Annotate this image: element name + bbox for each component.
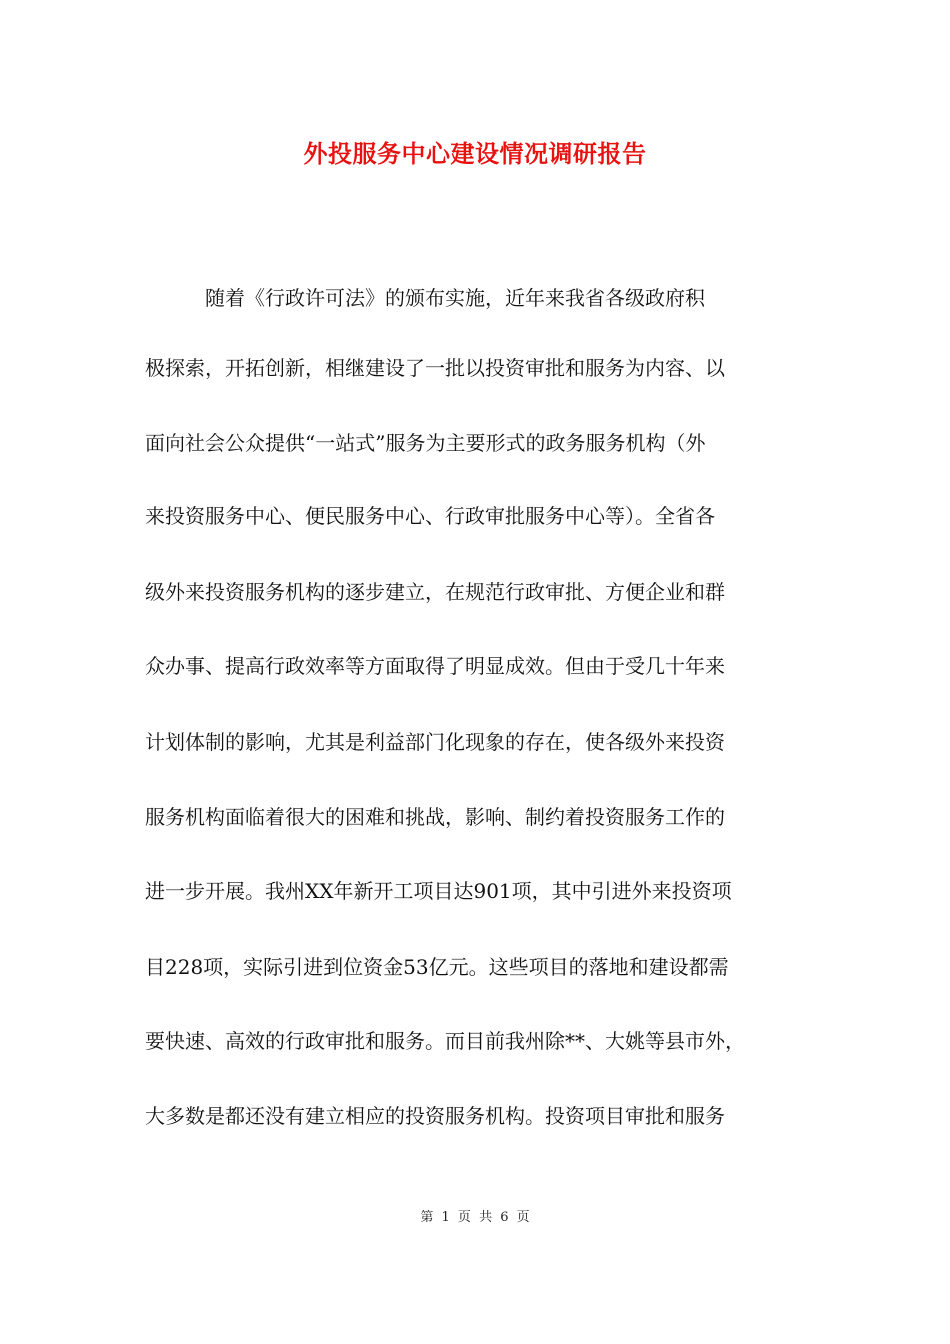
paragraph-line: 目228项，实际引进到位资金53亿元。这些项目的落地和建设都需 [145,955,729,979]
paragraph-line: 来投资服务中心、便民服务中心、行政审批服务中心等）。全省各 [145,504,715,528]
footer-total-word: 共 [479,1210,493,1225]
document-title: 外投服务中心建设情况调研报告 [303,139,647,168]
footer-total-pages: 6 [500,1210,509,1225]
footer-page-word: 页 [457,1210,471,1225]
page-number-footer [0,1206,950,1230]
paragraph-line: 服务机构面临着很大的困难和挑战，影响、制约着投资服务工作的 [145,805,725,829]
paragraph-line: 面向社会公众提供“一站式”服务为主要形式的政务服务机构（外 [145,431,706,455]
paragraph-line: 极探索，开拓创新，相继建设了一批以投资审批和服务为内容、以 [145,356,725,380]
paragraph-line: 计划体制的影响，尤其是利益部门化现象的存在，使各级外来投资 [145,730,725,754]
footer-suffix: 页 [516,1210,530,1225]
paragraph-line: 级外来投资服务机构的逐步建立，在规范行政审批、方便企业和群 [145,580,725,604]
paragraph-line: 大多数是都还没有建立相应的投资服务机构。投资项目审批和服务 [145,1104,725,1128]
footer-prefix: 第 [420,1210,434,1225]
paragraph-line: 众办事、提高行政效率等方面取得了明显成效。但由于受几十年来 [145,654,725,678]
footer-current-page: 1 [441,1210,450,1225]
paragraph-line: 随着《行政许可法》的颁布实施，近年来我省各级政府积 [205,286,705,310]
paragraph-line: 要快速、高效的行政审批和服务。而目前我州除**、大姚等县市外， [145,1029,745,1053]
paragraph-line: 进一步开展。我州XX年新开工项目达901项，其中引进外来投资项 [145,879,732,903]
